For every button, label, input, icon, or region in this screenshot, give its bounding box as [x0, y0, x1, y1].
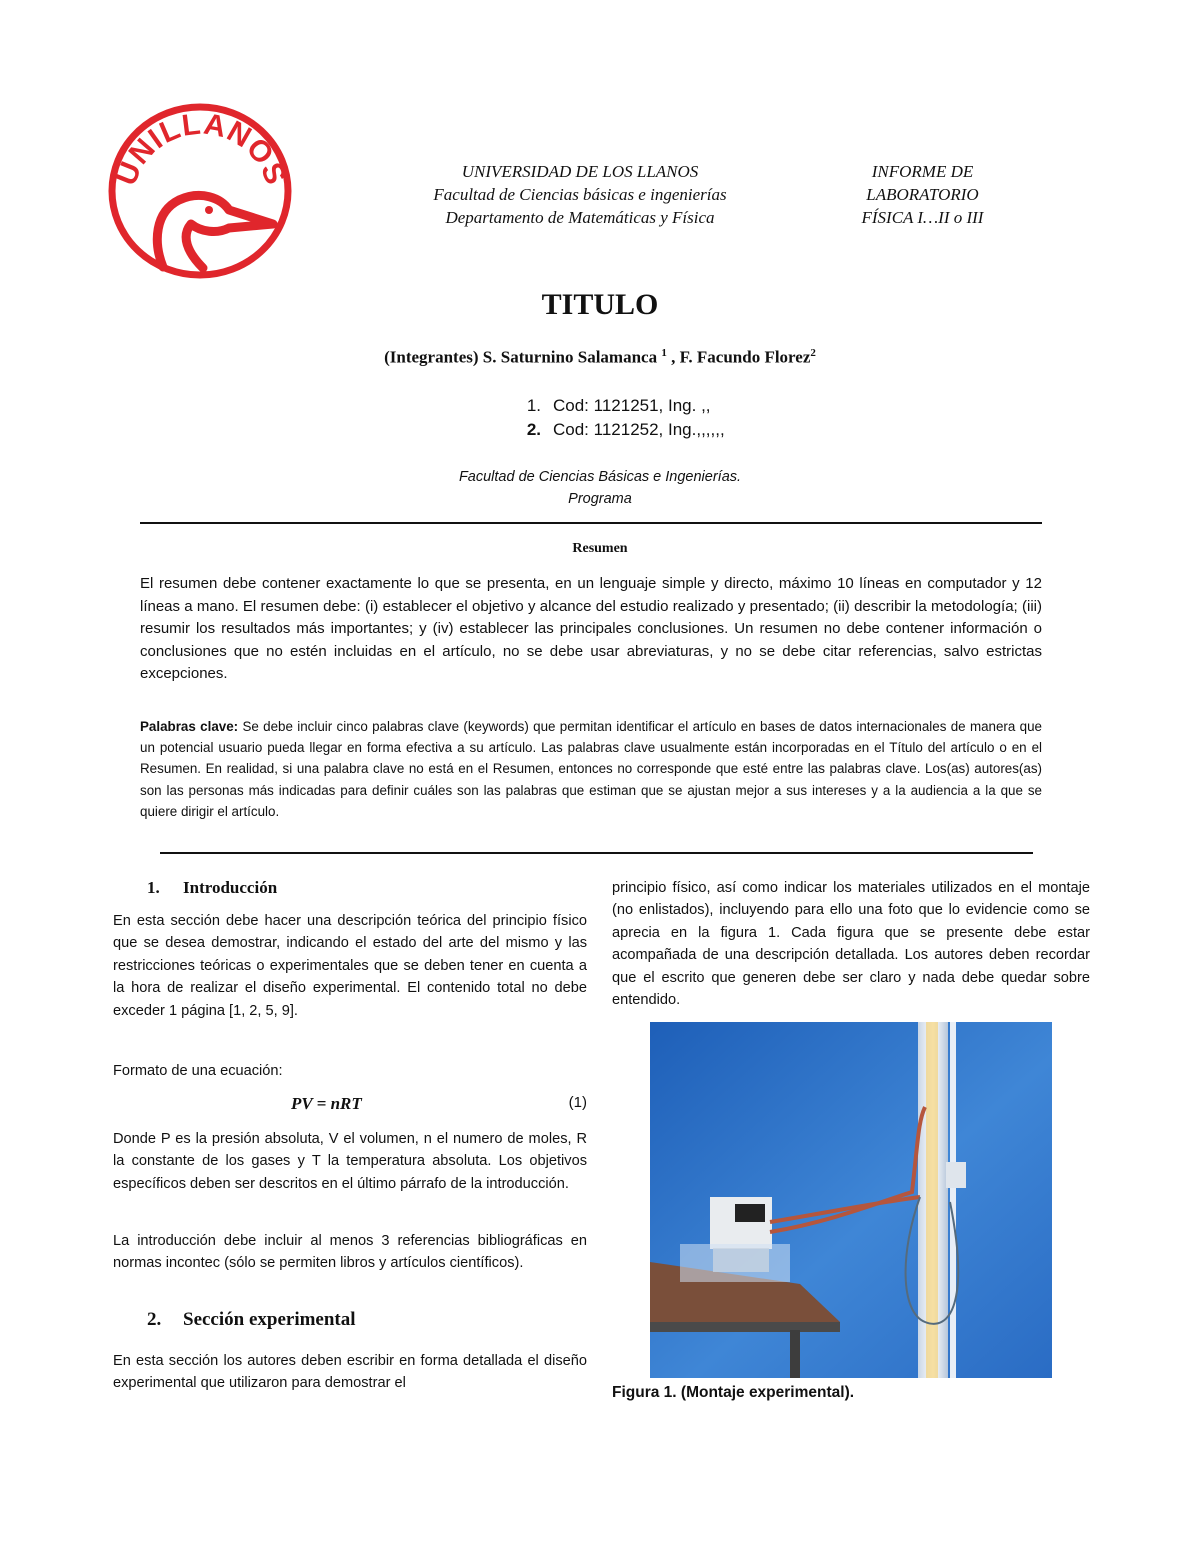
- intro-paragraph-3: La introducción debe incluir al menos 3 referencias bibliográficas en normas incontec (sólo se permiten libros y artículos científicos).: [113, 1233, 587, 1272]
- author-code-item: [505, 394, 805, 418]
- section-number: 1.: [147, 878, 160, 897]
- affiliation: [0, 466, 1200, 510]
- author-2-superscript: 2: [810, 347, 816, 359]
- keywords-paragraph: [140, 716, 1042, 822]
- equation: PV = nRT: [291, 1094, 362, 1113]
- report-type-header: [830, 160, 1015, 229]
- figure-label: Figura 1.: [612, 1384, 677, 1401]
- author-code-text: Cod: 1121251, Ing. ,,: [553, 396, 711, 415]
- intro-paragraph-1: En esta sección debe hacer una descripción teórica del principio físico que se desea demostrar, indicando el estado del arte del mismo y las restricciones teóricas o experimentales que se deben tener en cuenta a la hora de realizar el diseño experimental. El contenido total no debe exceder 1 página [1, 2, 5, 9].: [113, 913, 587, 1019]
- abstract-text: El resumen debe contener exactamente lo que se presenta, en un lenguaje simple y directo, máximo 10 líneas en computador y 12 líneas a mano. El resumen debe: (i) establecer el objetivo y alcance del estudio realizado y presentado; (ii) describir la metodología; (iii) resumir los resultados más importantes; y (iv) establecer las principales conclusiones. Un resumen no debe contener información o conclusiones que no estén incluidas en el artículo, no se debe usar abreviaturas, y no se debe citar referencias, salvo estrictas excepciones.: [140, 575, 1042, 683]
- faculty-name: Facultad de Ciencias básicas e ingenierías: [433, 185, 727, 204]
- keywords-label: Palabras clave:: [140, 719, 239, 734]
- department-name: Departamento de Matemáticas y Física: [445, 208, 715, 227]
- bottom-divider: [160, 852, 1033, 854]
- university-logo: [105, 102, 295, 280]
- svg-text:UNILLANOS: [110, 108, 293, 190]
- section-title: Sección experimental: [183, 1309, 356, 1330]
- author-code-number: 2.: [526, 420, 541, 439]
- logo-text: UNILLANOS: [109, 107, 293, 190]
- top-divider: [140, 522, 1042, 524]
- authors-prefix: (Integrantes) S. Saturnino Salamanca: [384, 347, 658, 367]
- keywords-text: Se debe incluir cinco palabras clave (keywords) que permitan identificar el artículo en bases de datos internacionales de manera que un potencial usuario pueda llegar en forma efectiva a su artículo. Las palabras clave usualmente están incorporadas en el Título del artículo o en el Resumen. En realidad, si una palabra clave no está en el Resumen, entonces no corresponde que esté entre las palabras clave. Los(as) autores(as) son las personas más indicadas para definir cuáles son las palabras que estiman que se ajustan mejor a sus intereses y a la audiencia a la que se quiere dirigir el artículo.: [140, 719, 1042, 819]
- author-code-text: Cod: 1121252, Ing.,,,,,,: [553, 420, 725, 439]
- section-number: 2.: [147, 1309, 162, 1330]
- experimental-setup-photo: [650, 1022, 1052, 1378]
- institution-header: [360, 160, 800, 229]
- author-code-number: 1.: [526, 396, 541, 415]
- document-title: TITULO: [541, 288, 659, 321]
- intro-paragraph-2: Donde P es la presión absoluta, V el volumen, n el numero de moles, R la constante de los gases y T la temperatura absoluta. Los objetivos específicos deben ser descritos en el último párrafo de la introducción.: [113, 1131, 587, 1192]
- report-type-line-1: INFORME DE: [871, 162, 974, 181]
- section-heading-introduction: [113, 877, 587, 899]
- authors-separator: , F. Facundo Florez: [666, 347, 811, 367]
- report-type-line-3: FÍSICA I…II o III: [861, 208, 984, 227]
- equation-number: (1): [568, 1094, 587, 1111]
- experimental-paragraph-continued: principio físico, así como indicar los materiales utilizados en el montaje (no enlistados), incluyendo para ello una foto que lo evidencie como se aprecia en la figura 1. Cada figura que se presente debe estar acompañada de una descripción detallada. Los autores deben recordar que el escrito que generen debe ser claro y nada debe quedar sobre entendido.: [612, 880, 1090, 1009]
- equation-block: [113, 1094, 587, 1118]
- figure-caption: [612, 1382, 1090, 1404]
- report-type-line-2: LABORATORIO: [866, 185, 979, 204]
- section-title: Introducción: [183, 878, 278, 897]
- authors-line: [0, 347, 1200, 368]
- figure-caption-text: (Montaje experimental).: [676, 1384, 855, 1401]
- experimental-paragraph-1: En esta sección los autores deben escribir en forma detallada el diseño experimental que utilizaron para demostrar el: [113, 1353, 587, 1392]
- affiliation-program: Programa: [568, 491, 632, 507]
- section-heading-experimental: [113, 1309, 587, 1331]
- equation-intro: Formato de una ecuación:: [113, 1063, 283, 1079]
- author-1-superscript: 1: [661, 347, 667, 359]
- affiliation-faculty: Facultad de Ciencias Básicas e Ingenierías.: [458, 469, 742, 485]
- abstract-title: Resumen: [572, 541, 628, 556]
- author-codes-list: [505, 394, 805, 442]
- university-name: UNIVERSIDAD DE LOS LLANOS: [461, 162, 699, 181]
- author-code-item: [505, 418, 805, 442]
